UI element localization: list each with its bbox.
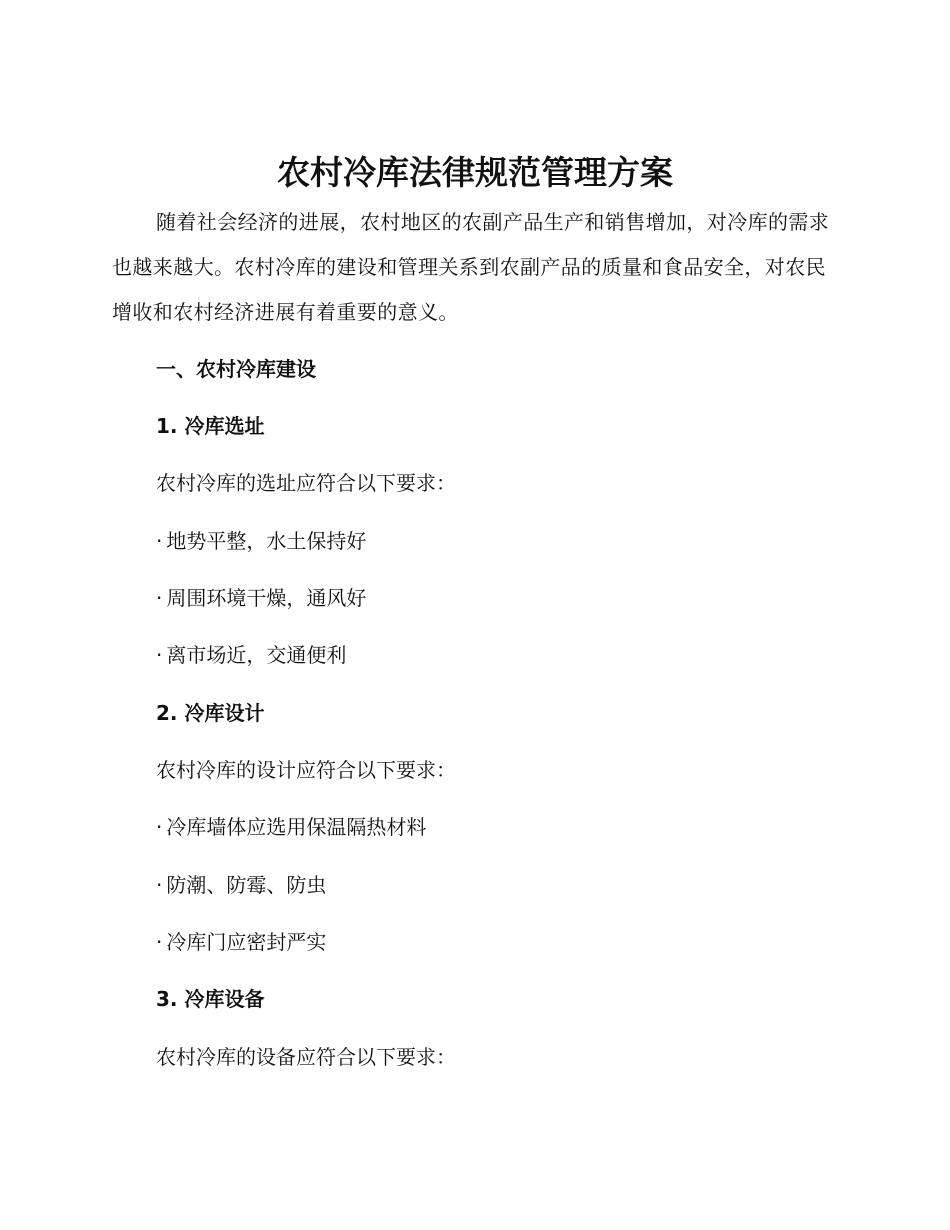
bullet-item xyxy=(156,927,326,957)
section-heading: 一、农村冷库建设 xyxy=(156,357,316,381)
document-title: 农村冷库法律规范管理方案 xyxy=(277,153,673,192)
bullet-text: 防潮、防霉、防虫 xyxy=(166,873,327,897)
bullet-dot: · xyxy=(156,586,163,610)
bullet-text: 冷库墙体应选用保温隔热材料 xyxy=(166,815,427,839)
subsection-heading-equipment: 3. 冷库设备 xyxy=(156,987,265,1011)
bullet-dot: · xyxy=(156,930,163,954)
paragraph-equipment-lead: 农村冷库的设备应符合以下要求： xyxy=(156,1045,456,1069)
bullet-item xyxy=(156,526,366,556)
bullet-dot: · xyxy=(156,815,163,839)
intro-paragraph: 随着社会经济的进展，农村地区的农副产品生产和销售增加，对冷库的需求也越来越大。农村冷库的建设和管理关系到农副产品的质量和食品安全，对农民增收和农村经济进展有着重要的意义。 xyxy=(112,210,830,324)
subsection-heading-site: 1. 冷库选址 xyxy=(156,414,265,438)
bullet-item xyxy=(156,640,346,670)
bullet-dot: · xyxy=(156,529,163,553)
bullet-text: 周围环境干燥，通风好 xyxy=(166,586,367,610)
subsection-heading-design: 2. 冷库设计 xyxy=(156,701,265,725)
paragraph-site-lead: 农村冷库的选址应符合以下要求： xyxy=(156,471,456,495)
bullet-text: 冷库门应密封严实 xyxy=(166,930,327,954)
bullet-item xyxy=(156,583,366,613)
bullet-item xyxy=(156,870,326,900)
paragraph-design-lead: 农村冷库的设计应符合以下要求： xyxy=(156,758,456,782)
bullet-dot: · xyxy=(156,643,163,667)
bullet-text: 地势平整，水土保持好 xyxy=(166,529,367,553)
bullet-dot: · xyxy=(156,873,163,897)
bullet-item xyxy=(156,812,426,842)
bullet-text: 离市场近，交通便利 xyxy=(166,643,347,667)
